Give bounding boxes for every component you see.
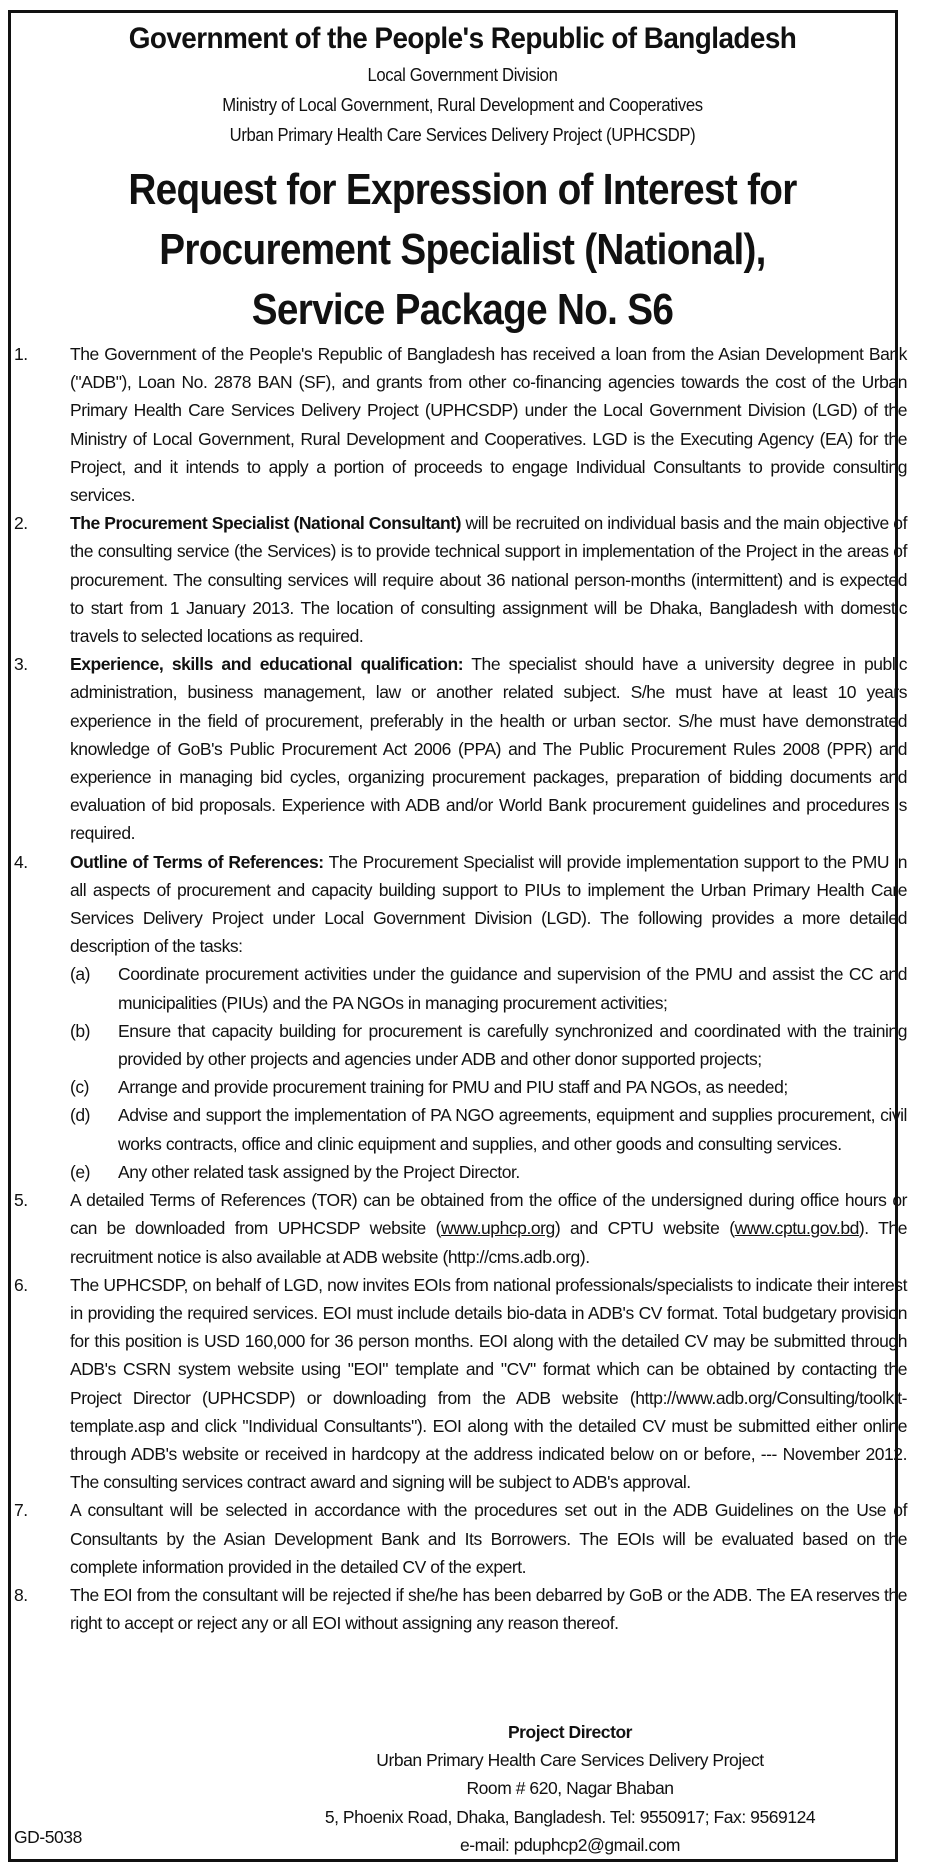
task-text: Coordinate procurement activities under the guidance and supervision of the PMU and assist the CC and municipalities (PIUs) and the PA NGOs in managing procurement activities; — [118, 964, 907, 1013]
paragraph-1 — [14, 340, 907, 509]
title-line-3: Service Package No. S6 — [251, 285, 674, 334]
ministry-line: Ministry of Local Government, Rural Development and Cooperatives — [222, 94, 703, 115]
paragraph-text: will be recruited on individual basis and the main objective of the consulting service (the Services) is to provide technical support in implementation of the Project in the areas of procurement. The consulting services will require about 36 national person-months (intermittent) and is expected to start from 1 January 2013. The location of consulting assignment will be Dhaka, Bangladesh with domestic travels to selected locations as required. — [70, 513, 907, 647]
title-line-1: Request for Expression of Interest for — [128, 165, 797, 214]
notice-body — [14, 340, 907, 1637]
title-line-2: Procurement Specialist (National), — [159, 225, 766, 274]
paragraph-text: ) and CPTU website ( — [554, 1218, 735, 1239]
paragraph-text: The EOI from the consultant will be rejected if she/he has been debarred by GoB or the ADB. The EA reserves the right to accept or reject any or all EOI without assigning any reason thereof. — [70, 1584, 907, 1634]
paragraph-6 — [14, 1271, 907, 1497]
paragraph-heading: Outline of Terms of References: — [70, 851, 324, 872]
cptu-website-link[interactable]: www.cptu.gov.bd — [734, 1218, 859, 1239]
signatory-address: 5, Phoenix Road, Dhaka, Bangladesh. Tel: 9550917; Fax: 9569124 — [324, 1806, 816, 1827]
task-text: Any other related task assigned by the Project Director. — [118, 1161, 520, 1182]
task-e — [14, 1158, 907, 1186]
item-number: 4. — [14, 851, 28, 872]
item-number: 7. — [14, 1500, 28, 1521]
paragraph-4 — [14, 848, 907, 961]
task-letter: (a) — [70, 964, 91, 985]
item-number: 1. — [14, 344, 28, 364]
division-line: Local Government Division — [367, 64, 558, 85]
paragraph-heading: Experience, skills and educational qualification: — [70, 654, 464, 675]
item-number: 3. — [14, 654, 28, 675]
paragraph-7 — [14, 1496, 907, 1581]
item-number: 6. — [14, 1274, 28, 1295]
task-a — [14, 960, 907, 1016]
notice-code: GD-5038 — [14, 1827, 82, 1847]
task-d — [14, 1101, 907, 1157]
paragraph-text: The Procurement Specialist will provide implementation support to the PMU in all aspects of procurement and capacity building support to PIUs to implement the Urban Primary Health Care Services Delivery Project under Local Government Division (LGD). The following provides a more detailed description of the tasks: — [70, 851, 907, 957]
item-number: 8. — [14, 1584, 28, 1605]
task-letter: (b) — [70, 1020, 91, 1041]
government-heading: Government of the People's Republic of Bangladesh — [128, 22, 797, 55]
paragraph-text: The Government of the People's Republic of Bangladesh has received a loan from the Asian Development Bank ("ADB"), Loan No. 2878 BAN (SF), and grants from other co-financing agencies towards the cost of the Urban Primary Health Care Services Delivery Project (UPHCSDP) under the Local Government Division (LGD) of the Ministry of Local Government, Rural Development and Cooperatives. LGD is the Executing Agency (EA) for the Project, and it intends to apply a portion of proceeds to engage Individual Consultants to provide consulting services. — [70, 344, 907, 506]
paragraph-text: A detailed Terms of References (TOR) can be obtained from the office of the undersigned during office hours or can be downloaded from UPHCSDP website ( — [70, 1190, 907, 1239]
project-line: Urban Primary Health Care Services Delivery Project (UPHCSDP) — [229, 124, 696, 145]
uphcp-website-link[interactable]: www.uphcp.org — [441, 1218, 555, 1239]
signatory-email: e-mail: pduphcp2@gmail.com — [459, 1834, 681, 1855]
paragraph-heading: The Procurement Specialist (National Consultant) — [70, 513, 462, 534]
paragraph-5 — [14, 1186, 907, 1271]
task-letter: (d) — [70, 1105, 91, 1126]
signatory-org: Urban Primary Health Care Services Delivery Project — [376, 1750, 764, 1771]
item-number: 5. — [14, 1190, 28, 1211]
signatory-title: Project Director — [507, 1722, 633, 1742]
item-number: 2. — [14, 513, 28, 534]
task-text: Arrange and provide procurement training for PMU and PIU staff and PA NGOs, as needed; — [118, 1077, 788, 1098]
paragraph-8 — [14, 1581, 907, 1637]
task-c — [14, 1073, 907, 1101]
task-letter: (e) — [70, 1161, 91, 1182]
notice-title — [56, 160, 870, 340]
task-letter: (c) — [70, 1077, 90, 1098]
paragraph-3 — [14, 650, 907, 847]
paragraph-2 — [14, 509, 907, 650]
signatory-room: Room # 620, Nagar Bhaban — [466, 1778, 674, 1799]
paragraph-text: The UPHCSDP, on behalf of LGD, now invites EOIs from national professionals/specialists to indicate their interest in providing the required services. EOI must include details bio-data in ADB's CV format. Total budgetary provision for this position is USD 160,000 for 36 person months. EOI along with the detailed CV may be submitted through ADB's CSRN system website using "EOI" template and "CV" format which can be obtained by contacting the Project Director (UPHCSDP) or downloading from the ADB website (http://www.adb.org/Consulting/toolkit-template.asp and click "Individual Consultants"). EOI along with the detailed CV must be submitted either online through ADB's website or received in hardcopy at the address indicated below on or before, --- November 2012. The consulting services contract award and signing will be subject to ADB's approval. — [70, 1274, 907, 1493]
paragraph-text: The specialist should have a university degree in public administration, business management, law or another related subject. S/he must have at least 10 years experience in the field of procurement, preferably in the health or urban sector. S/he must have demonstrated knowledge of GoB's Public Procurement Act 2006 (PPA) and The Public Procurement Rules 2008 (PPR) and experience in managing bid cycles, organizing procurement packages, preparation of bidding documents and evaluation of bid proposals. Experience with ADB and/or World Bank procurement guidelines and procedures is required. — [70, 654, 907, 844]
paragraph-text: ). The recruitment notice is also available at ADB website (http://cms.adb.org). — [70, 1218, 907, 1267]
task-text: Advise and support the implementation of PA NGO agreements, equipment and supplies procurement, civil works contracts, office and clinic equipment and supplies, and other goods and consulting services. — [118, 1105, 907, 1154]
paragraph-text: A consultant will be selected in accordance with the procedures set out in the ADB Guidelines on the Use of Consultants by the Asian Development Bank and Its Borrowers. The EOIs will be evaluated based on the complete information provided in the detailed CV of the expert. — [70, 1500, 907, 1577]
task-text: Ensure that capacity building for procurement is carefully synchronized and coordinated with the training provided by other projects and agencies under ADB and other donor supported projects; — [118, 1020, 907, 1070]
signature-block — [290, 1718, 850, 1859]
task-b — [14, 1017, 907, 1073]
